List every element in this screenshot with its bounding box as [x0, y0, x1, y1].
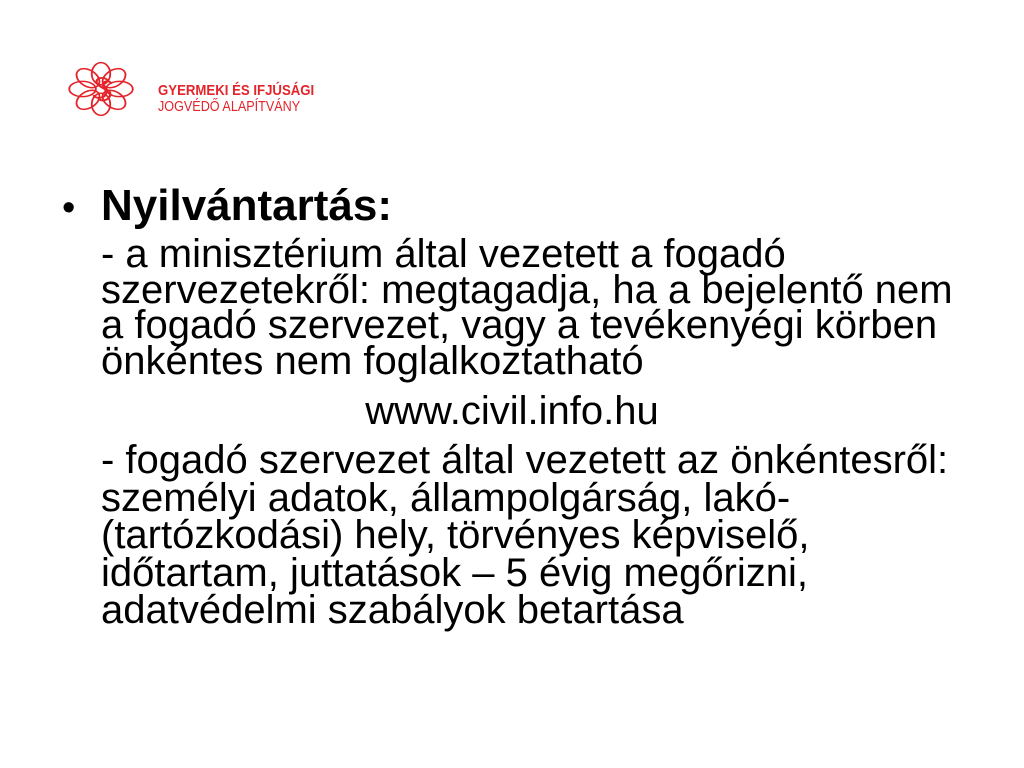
flower-swirl-logo-icon	[60, 55, 142, 123]
paragraph-line: szervezetekről: megtagadja, ha a bejelentő nem	[101, 267, 953, 312]
paragraph-line: a fogadó szervezet, vagy a tevékenyégi körben	[101, 303, 938, 347]
paragraph-ministry-registry	[101, 232, 953, 383]
paragraph-line: - fogadó szervezet által vezetett az önkéntesről:	[101, 438, 949, 482]
bullet-marker: •	[62, 187, 76, 229]
paragraph-line: személyi adatok, állampolgárság, lakó-	[101, 475, 791, 520]
paragraph-line: adatvédelmi szabályok betartása	[101, 588, 684, 632]
website-address: www.civil.info.hu	[365, 389, 659, 433]
paragraph-line: önkéntes nem foglalkoztatható	[101, 338, 644, 383]
bullet-heading	[62, 181, 392, 233]
paragraph-line: (tartózkodási) hely, törvényes képviselő,	[101, 513, 810, 557]
slide-heading: Nyilvántartás:	[101, 181, 393, 230]
paragraph-line: időtartam, juttatások – 5 évig megőrizni,	[101, 550, 809, 595]
logo-petals	[69, 63, 133, 116]
paragraph-line: - a minisztérium által vezetett a fogadó	[101, 232, 786, 276]
logo-title-line2: JOGVÉDŐ ALAPÍTVÁNY	[158, 98, 301, 115]
paragraph-organization-registry	[101, 438, 949, 632]
logo-title-line1: GYERMEKI ÉS IFJÚSÁGI	[158, 82, 315, 99]
